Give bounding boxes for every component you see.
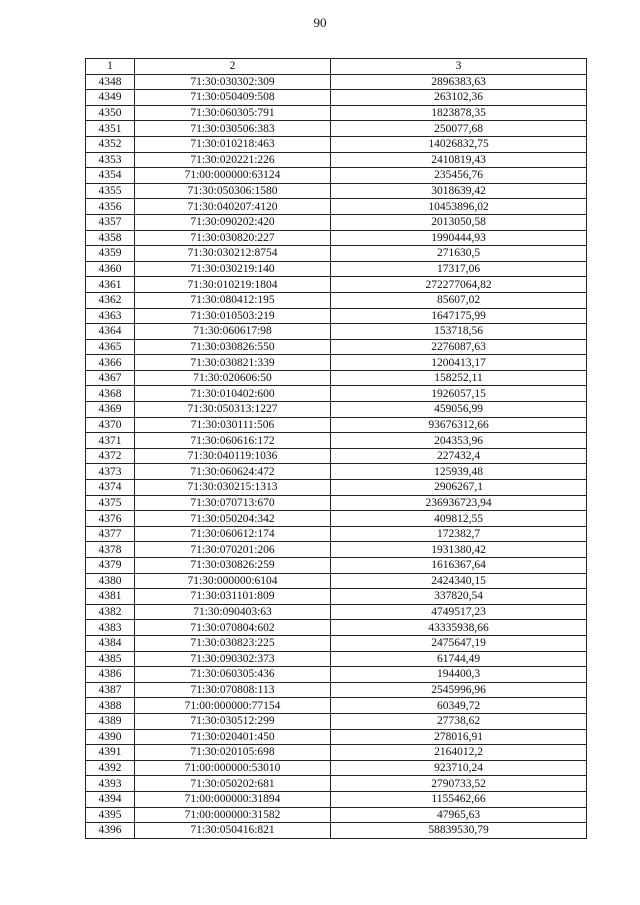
column-header-2: 2	[135, 59, 331, 75]
row-number-cell: 4365	[86, 339, 135, 355]
table-row	[86, 136, 587, 152]
cadastral-number-cell: 71:30:040119:1036	[135, 448, 331, 464]
cadastral-number-cell: 71:30:030826:259	[135, 558, 331, 574]
value-cell: 459056,99	[331, 402, 587, 418]
row-number-cell: 4387	[86, 682, 135, 698]
row-number-cell: 4375	[86, 495, 135, 511]
value-cell: 153718,56	[331, 324, 587, 340]
value-cell: 158252,11	[331, 370, 587, 386]
table-row	[86, 417, 587, 433]
value-cell: 61744,49	[331, 651, 587, 667]
table-row	[86, 823, 587, 839]
table-row	[86, 448, 587, 464]
table-row	[86, 745, 587, 761]
cadastral-number-cell: 71:30:030212:8754	[135, 246, 331, 262]
column-header-1: 1	[86, 59, 135, 75]
row-number-cell: 4359	[86, 246, 135, 262]
value-cell: 1616367,64	[331, 558, 587, 574]
table-row	[86, 667, 587, 683]
value-cell: 172382,7	[331, 526, 587, 542]
value-cell: 2424340,15	[331, 573, 587, 589]
table-row	[86, 214, 587, 230]
table-row	[86, 152, 587, 168]
table-row	[86, 480, 587, 496]
value-cell: 204353,96	[331, 433, 587, 449]
cadastral-number-cell: 71:30:030512:299	[135, 713, 331, 729]
cadastral-number-cell: 71:30:090302:373	[135, 651, 331, 667]
row-number-cell: 4366	[86, 355, 135, 371]
value-cell: 271630,5	[331, 246, 587, 262]
value-cell: 60349,72	[331, 698, 587, 714]
cadastral-number-cell: 71:00:000000:63124	[135, 168, 331, 184]
table-body	[86, 74, 587, 838]
row-number-cell: 4382	[86, 604, 135, 620]
table-row	[86, 339, 587, 355]
cadastral-number-cell: 71:00:000000:53010	[135, 760, 331, 776]
value-cell: 337820,54	[331, 589, 587, 605]
value-cell: 3018639,42	[331, 183, 587, 199]
table-row	[86, 682, 587, 698]
cadastral-number-cell: 71:30:020105:698	[135, 745, 331, 761]
table-row	[86, 168, 587, 184]
row-number-cell: 4349	[86, 90, 135, 106]
row-number-cell: 4360	[86, 261, 135, 277]
cadastral-number-cell: 71:30:060617:98	[135, 324, 331, 340]
cadastral-number-cell: 71:30:060305:791	[135, 105, 331, 121]
table-row	[86, 386, 587, 402]
cadastral-number-cell: 71:30:030506:383	[135, 121, 331, 137]
row-number-cell: 4374	[86, 480, 135, 496]
row-number-cell: 4385	[86, 651, 135, 667]
value-cell: 2013050,58	[331, 214, 587, 230]
value-cell: 43335938,66	[331, 620, 587, 636]
cadastral-number-cell: 71:30:030302:309	[135, 74, 331, 90]
row-number-cell: 4358	[86, 230, 135, 246]
value-cell: 235456,76	[331, 168, 587, 184]
row-number-cell: 4383	[86, 620, 135, 636]
cadastral-number-cell: 71:00:000000:77154	[135, 698, 331, 714]
value-cell: 4749517,23	[331, 604, 587, 620]
table-row	[86, 183, 587, 199]
cadastral-number-cell: 71:30:010402:600	[135, 386, 331, 402]
value-cell: 58839530,79	[331, 823, 587, 839]
table-row	[86, 760, 587, 776]
cadastral-number-cell: 71:00:000000:31582	[135, 807, 331, 823]
table-row	[86, 90, 587, 106]
cadastral-number-cell: 71:30:020401:450	[135, 729, 331, 745]
cadastral-number-cell: 71:30:040207:4120	[135, 199, 331, 215]
value-cell: 272277064,82	[331, 277, 587, 293]
column-header-3: 3	[331, 59, 587, 75]
table-row	[86, 355, 587, 371]
table-row	[86, 635, 587, 651]
row-number-cell: 4350	[86, 105, 135, 121]
row-number-cell: 4395	[86, 807, 135, 823]
cadastral-number-cell: 71:30:060616:172	[135, 433, 331, 449]
row-number-cell: 4381	[86, 589, 135, 605]
value-cell: 1990444,93	[331, 230, 587, 246]
table-row	[86, 604, 587, 620]
cadastral-number-cell: 71:30:000000:6104	[135, 573, 331, 589]
value-cell: 2896383,63	[331, 74, 587, 90]
row-number-cell: 4386	[86, 667, 135, 683]
cadastral-number-cell: 71:30:020221:226	[135, 152, 331, 168]
cadastral-number-cell: 71:30:070808:113	[135, 682, 331, 698]
cadastral-number-cell: 71:30:070713:670	[135, 495, 331, 511]
cadastral-number-cell: 71:00:000000:31894	[135, 791, 331, 807]
value-cell: 2790733,52	[331, 776, 587, 792]
value-cell: 250077,68	[331, 121, 587, 137]
row-number-cell: 4351	[86, 121, 135, 137]
cadastral-number-cell: 71:30:050306:1580	[135, 183, 331, 199]
table-row	[86, 261, 587, 277]
table-header-row	[86, 59, 587, 75]
row-number-cell: 4394	[86, 791, 135, 807]
table-row	[86, 199, 587, 215]
row-number-cell: 4364	[86, 324, 135, 340]
value-cell: 125939,48	[331, 464, 587, 480]
row-number-cell: 4371	[86, 433, 135, 449]
row-number-cell: 4396	[86, 823, 135, 839]
table-row	[86, 402, 587, 418]
cadastral-number-cell: 71:30:090202:420	[135, 214, 331, 230]
cadastral-number-cell: 71:30:010218:463	[135, 136, 331, 152]
row-number-cell: 4367	[86, 370, 135, 386]
value-cell: 2276087,63	[331, 339, 587, 355]
row-number-cell: 4388	[86, 698, 135, 714]
value-cell: 1155462,66	[331, 791, 587, 807]
table-row	[86, 651, 587, 667]
value-cell: 1200413,17	[331, 355, 587, 371]
row-number-cell: 4379	[86, 558, 135, 574]
value-cell: 2410819,43	[331, 152, 587, 168]
cadastral-number-cell: 71:30:030219:140	[135, 261, 331, 277]
cadastral-number-cell: 71:30:010219:1804	[135, 277, 331, 293]
page-number: 90	[313, 15, 327, 30]
row-number-cell: 4372	[86, 448, 135, 464]
cadastral-number-cell: 71:30:031101:809	[135, 589, 331, 605]
table-row	[86, 292, 587, 308]
value-cell: 10453896,02	[331, 199, 587, 215]
cadastral-number-cell: 71:30:050204:342	[135, 511, 331, 527]
value-cell: 1926057,15	[331, 386, 587, 402]
table-row	[86, 511, 587, 527]
cadastral-number-cell: 71:30:090403:63	[135, 604, 331, 620]
table-row	[86, 573, 587, 589]
row-number-cell: 4389	[86, 713, 135, 729]
cadastral-number-cell: 71:30:030826:550	[135, 339, 331, 355]
row-number-cell: 4355	[86, 183, 135, 199]
cadastral-number-cell: 71:30:050409:508	[135, 90, 331, 106]
cadastral-number-cell: 71:30:070201:206	[135, 542, 331, 558]
row-number-cell: 4384	[86, 635, 135, 651]
row-number-cell: 4390	[86, 729, 135, 745]
value-cell: 236936723,94	[331, 495, 587, 511]
value-cell: 2475647,19	[331, 635, 587, 651]
table-row	[86, 495, 587, 511]
table-row	[86, 729, 587, 745]
cadastral-number-cell: 71:30:030821:339	[135, 355, 331, 371]
row-number-cell: 4378	[86, 542, 135, 558]
table-row	[86, 370, 587, 386]
value-cell: 14026832,75	[331, 136, 587, 152]
value-cell: 194400,3	[331, 667, 587, 683]
row-number-cell: 4354	[86, 168, 135, 184]
value-cell: 93676312,66	[331, 417, 587, 433]
table-row	[86, 698, 587, 714]
value-cell: 1823878,35	[331, 105, 587, 121]
table-row	[86, 308, 587, 324]
row-number-cell: 4362	[86, 292, 135, 308]
value-cell: 923710,24	[331, 760, 587, 776]
row-number-cell: 4377	[86, 526, 135, 542]
row-number-cell: 4356	[86, 199, 135, 215]
table-row	[86, 324, 587, 340]
row-number-cell: 4373	[86, 464, 135, 480]
table-row	[86, 121, 587, 137]
value-cell: 1647175,99	[331, 308, 587, 324]
table-row	[86, 620, 587, 636]
value-cell: 27738,62	[331, 713, 587, 729]
value-cell: 2906267,1	[331, 480, 587, 496]
cadastral-number-cell: 71:30:010503:219	[135, 308, 331, 324]
cadastral-number-cell: 71:30:030820:227	[135, 230, 331, 246]
row-number-cell: 4369	[86, 402, 135, 418]
value-cell: 2164012,2	[331, 745, 587, 761]
row-number-cell: 4376	[86, 511, 135, 527]
value-cell: 227432,4	[331, 448, 587, 464]
cadastral-value-table	[85, 58, 587, 839]
table-row	[86, 589, 587, 605]
cadastral-number-cell: 71:30:080412:195	[135, 292, 331, 308]
cadastral-number-cell: 71:30:070804:602	[135, 620, 331, 636]
table-row	[86, 542, 587, 558]
cadastral-number-cell: 71:30:030111:506	[135, 417, 331, 433]
row-number-cell: 4348	[86, 74, 135, 90]
table-row	[86, 464, 587, 480]
value-cell: 85607,02	[331, 292, 587, 308]
table-row	[86, 433, 587, 449]
table-row	[86, 105, 587, 121]
row-number-cell: 4392	[86, 760, 135, 776]
row-number-cell: 4361	[86, 277, 135, 293]
table-row	[86, 558, 587, 574]
table-row	[86, 246, 587, 262]
cadastral-number-cell: 71:30:060305:436	[135, 667, 331, 683]
value-cell: 2545996,96	[331, 682, 587, 698]
table-row	[86, 791, 587, 807]
row-number-cell: 4363	[86, 308, 135, 324]
row-number-cell: 4352	[86, 136, 135, 152]
row-number-cell: 4380	[86, 573, 135, 589]
table-row	[86, 807, 587, 823]
cadastral-number-cell: 71:30:050202:681	[135, 776, 331, 792]
table-row	[86, 277, 587, 293]
cadastral-number-cell: 71:30:060624:472	[135, 464, 331, 480]
cadastral-number-cell: 71:30:060612:174	[135, 526, 331, 542]
cadastral-number-cell: 71:30:050416:821	[135, 823, 331, 839]
row-number-cell: 4370	[86, 417, 135, 433]
row-number-cell: 4391	[86, 745, 135, 761]
table-row	[86, 230, 587, 246]
value-cell: 263102,36	[331, 90, 587, 106]
value-cell: 17317,06	[331, 261, 587, 277]
value-cell: 1931380,42	[331, 542, 587, 558]
row-number-cell: 4357	[86, 214, 135, 230]
row-number-cell: 4393	[86, 776, 135, 792]
cadastral-number-cell: 71:30:030823:225	[135, 635, 331, 651]
table-row	[86, 776, 587, 792]
value-cell: 278016,91	[331, 729, 587, 745]
cadastral-number-cell: 71:30:050313:1227	[135, 402, 331, 418]
row-number-cell: 4353	[86, 152, 135, 168]
row-number-cell: 4368	[86, 386, 135, 402]
cadastral-number-cell: 71:30:020606:50	[135, 370, 331, 386]
cadastral-number-cell: 71:30:030215:1313	[135, 480, 331, 496]
table-row	[86, 713, 587, 729]
value-cell: 409812,55	[331, 511, 587, 527]
table-row	[86, 74, 587, 90]
table-row	[86, 526, 587, 542]
value-cell: 47965,63	[331, 807, 587, 823]
